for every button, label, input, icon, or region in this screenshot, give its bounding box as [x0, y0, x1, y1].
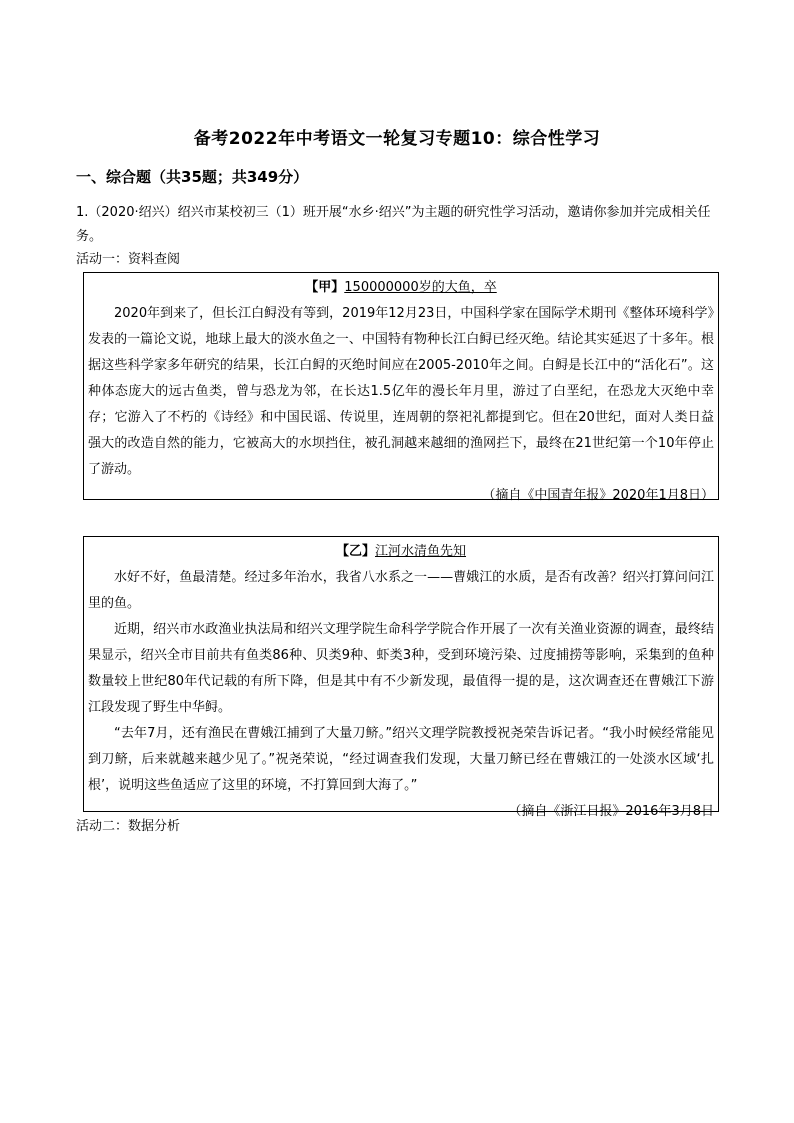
- passage-jia-box: [83, 272, 719, 503]
- passage-yi-paragraph: 近期，绍兴市水政渔业执法局和绍兴文理学院生命科学学院合作开展了一次有关渔业资源的调查，最终结果显示，绍兴全市目前共有鱼类86种、贝类9种、虾类3种，受到环境污染、过度捕捞等影响，采集到的鱼种数量较上世纪80年代记载的有所下降，但是其中有不少新发现，最值得一提的是，这次调查还在曹娥江下游江段发现了野生中华鲟。: [88, 622, 714, 715]
- passage-yi-heading: [88, 539, 714, 565]
- passage-jia-mark: 【甲】: [305, 280, 345, 295]
- passage-jia-title: 150000000岁的大鱼，卒: [344, 280, 497, 295]
- passage-yi-source: （摘自《浙江日报》2016年3月8日: [508, 804, 714, 819]
- passage-jia-paragraph: 2020年到来了，但长江白鲟没有等到，2019年12月23日，中国科学家在国际学术期刊《整体环境科学》发表的一篇论文说，地球上最大的淡水鱼之一、中国特有物种长江白鲟已经灭绝。结论其实延迟了十多年。根据这些科学家多年研究的结果，长江白鲟的灭绝时间应在2005-2010年之间。白鲟是长江中的“活化石”。这种体态庞大的远古鱼类，曾与恐龙为邻，在长达1.5亿年的漫长年月里，游过了白垩纪，在恐龙大灭绝中幸存；它游入了不朽的《诗经》和中国民谣、传说里，连周朝的祭祀礼都提到它。但在20世纪，面对人类日益强大的改造自然的能力，它被高大的水坝挡住，被孔洞越来越细的渔网拦下，最终在21世纪第一个10年停止了游动。: [88, 306, 714, 477]
- activity-one-label: 活动一：资料查阅: [76, 252, 181, 267]
- passage-yi-title: 江河水清鱼先知: [375, 544, 467, 559]
- passage-jia-heading: [88, 275, 714, 301]
- passage-yi-mark: 【乙】: [335, 544, 375, 559]
- passage-yi-paragraph: “去年7月，还有渔民在曹娥江捕到了大量刀鲚。”绍兴文理学院教授祝尧荣告诉记者。“我小时候经常能见到刀鲚，后来就越来越少见了。”祝尧荣说，“经过调查我们发现，大量刀鲚已经在曹娥江的一处淡水区域‘扎根’，说明这些鱼适应了这里的环境，不打算回到大海了。”: [88, 726, 714, 793]
- question-text: 1.（2020·绍兴）绍兴市某校初三（1）班开展“水乡·绍兴”为主题的研究性学习活动，邀请你参加并完成相关任务。: [76, 205, 711, 244]
- passage-yi-paragraph: 水好不好，鱼最清楚。经过多年治水，我省八水系之一——曹娥江的水质，是否有改善？绍兴打算问问江里的鱼。: [88, 570, 714, 611]
- passage-yi-box: [83, 536, 719, 819]
- section-title: 一、综合题（共35题；共349分）: [76, 168, 309, 186]
- document-title: 备考2022年中考语文一轮复习专题10：综合性学习: [193, 129, 601, 149]
- activity-two-label: 活动二：数据分析: [76, 819, 181, 834]
- passage-jia-source: （摘自《中国青年报》2020年1月8日）: [482, 488, 714, 503]
